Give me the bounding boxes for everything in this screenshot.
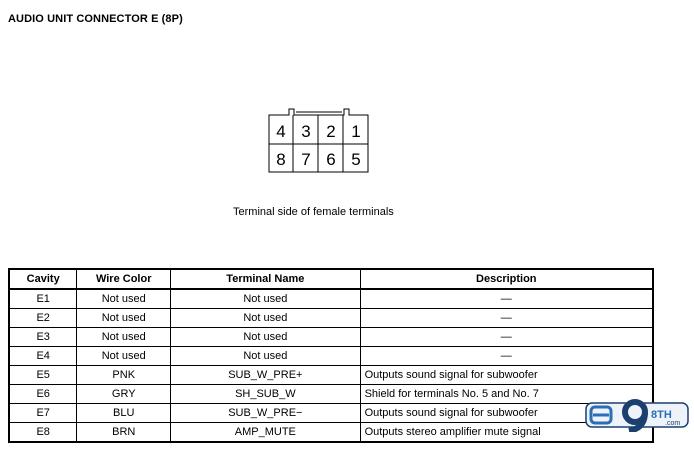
cell-terminal-name: Not used (171, 347, 360, 366)
pin-3: 3 (301, 122, 311, 141)
table-row (9, 347, 653, 366)
pinout-table (8, 268, 654, 443)
cell-wire-color: Not used (77, 328, 171, 347)
table-row (9, 309, 653, 328)
cell-cavity: E6 (9, 385, 77, 404)
header-description: Description (360, 269, 653, 289)
pin-8: 8 (276, 150, 286, 169)
pin-1: 1 (351, 122, 361, 141)
cell-description: Outputs sound signal for subwoofer (360, 404, 653, 423)
cell-description: — (360, 328, 653, 347)
cell-description: — (360, 347, 653, 366)
cell-terminal-name: SUB_W_PRE+ (171, 366, 360, 385)
diagram-caption: Terminal side of female terminals (233, 206, 394, 218)
cell-cavity: E4 (9, 347, 77, 366)
cell-wire-color: BRN (77, 423, 171, 443)
pin-4: 4 (276, 122, 286, 141)
cell-terminal-name: SUB_W_PRE− (171, 404, 360, 423)
header-wire-color: Wire Color (77, 269, 171, 289)
cell-terminal-name: Not used (171, 309, 360, 328)
cell-wire-color: Not used (77, 347, 171, 366)
table-header-row (9, 269, 653, 289)
cell-description: Shield for terminals No. 5 and No. 7 (360, 385, 653, 404)
table-row (9, 328, 653, 347)
cell-description: — (360, 309, 653, 328)
cell-cavity: E3 (9, 328, 77, 347)
cell-cavity: E2 (9, 309, 77, 328)
table-row (9, 404, 653, 423)
pin-6: 6 (326, 150, 336, 169)
cell-description: Outputs sound signal for subwoofer (360, 366, 653, 385)
cell-wire-color: Not used (77, 309, 171, 328)
table-row (9, 289, 653, 309)
connector-diagram (262, 106, 374, 176)
table-row (9, 385, 653, 404)
cell-cavity: E7 (9, 404, 77, 423)
cell-wire-color: BLU (77, 404, 171, 423)
cell-description: Outputs stereo amplifier mute signal (360, 423, 653, 443)
cell-terminal-name: AMP_MUTE (171, 423, 360, 443)
site-logo-watermark (585, 398, 689, 432)
logo-suffix: .com (665, 420, 681, 427)
cell-wire-color: GRY (77, 385, 171, 404)
logo-text: 8TH (651, 409, 672, 421)
pin-5: 5 (351, 150, 361, 169)
cell-terminal-name: Not used (171, 289, 360, 309)
cell-terminal-name: SH_SUB_W (171, 385, 360, 404)
header-terminal-name: Terminal Name (171, 269, 360, 289)
cell-cavity: E5 (9, 366, 77, 385)
table-row (9, 366, 653, 385)
cell-cavity: E1 (9, 289, 77, 309)
document-title: AUDIO UNIT CONNECTOR E (8P) (8, 13, 183, 25)
table-row (9, 423, 653, 443)
cell-cavity: E8 (9, 423, 77, 443)
pin-2: 2 (326, 122, 336, 141)
pin-7: 7 (301, 150, 311, 169)
header-cavity: Cavity (9, 269, 77, 289)
cell-wire-color: Not used (77, 289, 171, 309)
cell-wire-color: PNK (77, 366, 171, 385)
cell-description: — (360, 289, 653, 309)
cell-terminal-name: Not used (171, 328, 360, 347)
